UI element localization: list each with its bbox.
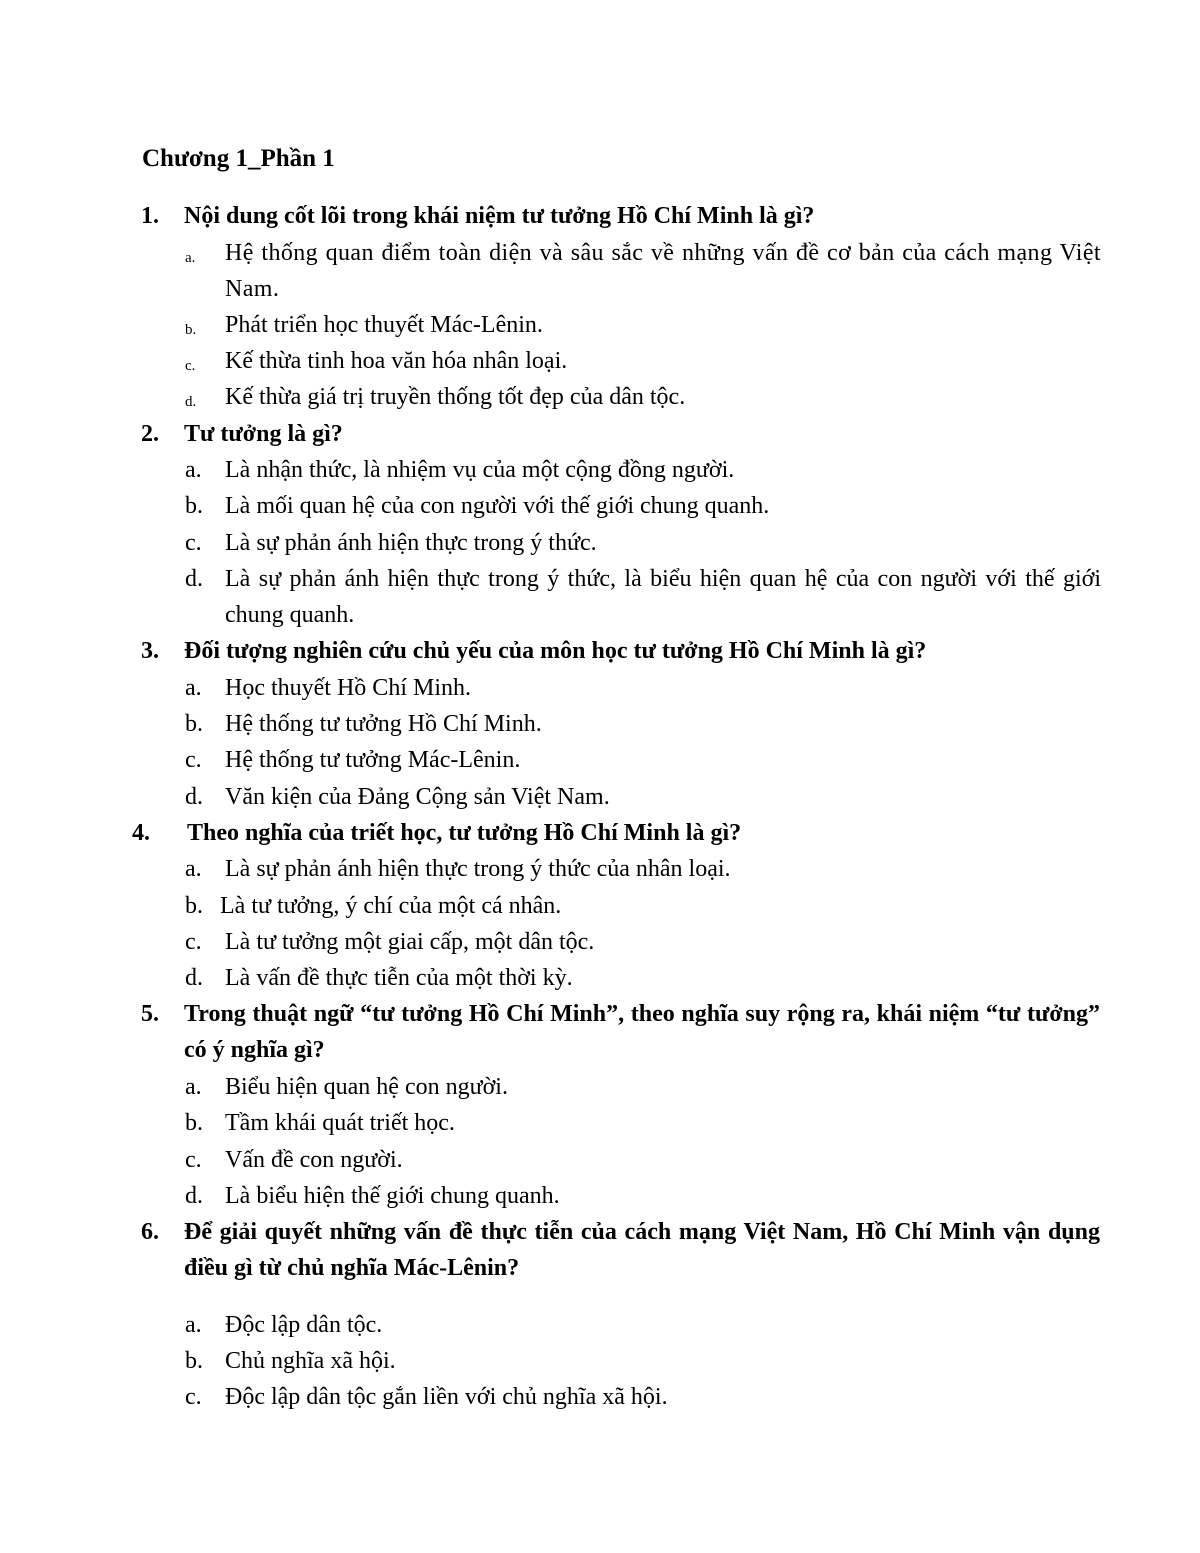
option-text: Độc lập dân tộc.	[225, 1312, 383, 1338]
option-text: Là tư tưởng, ý chí của một cá nhân.	[220, 893, 562, 919]
question-text: Để giải quyết những vấn đề thực tiễn của cách mạng Việt Nam, Hồ Chí Minh vận dụng điều gì từ chủ nghĩa Mác-Lênin?	[184, 1219, 1100, 1281]
option-text: Là vấn đề thực tiễn của một thời kỳ.	[225, 965, 573, 991]
option-text: Biểu hiện quan hệ con người.	[225, 1074, 508, 1100]
option-text: Kế thừa tinh hoa văn hóa nhân loại.	[225, 348, 568, 374]
question-number: 2.	[141, 421, 159, 447]
option-text: Là sự phản ánh hiện thực trong ý thức của nhân loại.	[225, 856, 731, 882]
option-text: Kế thừa giá trị truyền thống tốt đẹp của dân tộc.	[225, 384, 686, 410]
option-label: c.	[185, 1147, 202, 1173]
option-label: b.	[185, 711, 203, 737]
option-label: a.	[185, 457, 202, 483]
option-text: Là sự phản ánh hiện thực trong ý thức.	[225, 530, 597, 556]
option-label: b.	[185, 493, 203, 519]
option-label: b.	[185, 322, 197, 338]
option-label: b.	[185, 893, 203, 919]
option-label: a.	[185, 250, 196, 266]
option-label: c.	[185, 1384, 202, 1410]
option-label: c.	[185, 747, 202, 773]
question-text: Tư tưởng là gì?	[184, 421, 343, 447]
option-text: Học thuyết Hồ Chí Minh.	[225, 675, 471, 701]
option-label: a.	[185, 1074, 202, 1100]
option-label: b.	[185, 1348, 203, 1374]
option-text: Hệ thống tư tưởng Mác-Lênin.	[225, 747, 521, 773]
question-number: 3.	[141, 638, 159, 664]
option-text: Vấn đề con người.	[225, 1147, 403, 1173]
option-text: Phát triển học thuyết Mác-Lênin.	[225, 312, 543, 338]
question-text: Đối tượng nghiên cứu chủ yếu của môn học tư tưởng Hồ Chí Minh là gì?	[184, 638, 927, 664]
option-label: a.	[185, 675, 202, 701]
option-label: c.	[185, 530, 202, 556]
option-text: Là biểu hiện thế giới chung quanh.	[225, 1183, 560, 1209]
question-number: 5.	[141, 1001, 159, 1027]
question-text: Nội dung cốt lõi trong khái niệm tư tưởng Hồ Chí Minh là gì?	[184, 203, 815, 229]
option-text: Văn kiện của Đảng Cộng sản Việt Nam.	[225, 784, 610, 810]
option-label: a.	[185, 1312, 202, 1338]
option-label: d.	[185, 784, 203, 810]
option-text: Tầm khái quát triết học.	[225, 1110, 455, 1136]
document-title: Chương 1_Phần 1	[142, 145, 335, 172]
option-label: c.	[185, 358, 196, 374]
option-label: b.	[185, 1110, 203, 1136]
option-label: c.	[185, 929, 202, 955]
option-label: d.	[185, 1183, 203, 1209]
option-label: d.	[185, 566, 203, 592]
option-text: Hệ thống quan điểm toàn diện và sâu sắc về những vấn đề cơ bản của cách mạng Việt Nam.	[225, 240, 1101, 302]
option-text: Hệ thống tư tưởng Hồ Chí Minh.	[225, 711, 542, 737]
option-text: Chủ nghĩa xã hội.	[225, 1348, 396, 1374]
option-label: d.	[185, 965, 203, 991]
option-text: Độc lập dân tộc gắn liền với chủ nghĩa xã hội.	[225, 1384, 668, 1410]
option-label: a.	[185, 856, 202, 882]
option-text: Là nhận thức, là nhiệm vụ của một cộng đồng người.	[225, 457, 735, 483]
option-label: d.	[185, 394, 197, 410]
question-text: Theo nghĩa của triết học, tư tưởng Hồ Chí Minh là gì?	[187, 820, 742, 846]
question-number: 4.	[132, 820, 150, 846]
option-text: Là sự phản ánh hiện thực trong ý thức, là biểu hiện quan hệ của con người với thế giới chung quanh.	[225, 566, 1101, 628]
option-text: Là tư tưởng một giai cấp, một dân tộc.	[225, 929, 595, 955]
question-text: Trong thuật ngữ “tư tưởng Hồ Chí Minh”, theo nghĩa suy rộng ra, khái niệm “tư tưởng” có ý nghĩa gì?	[184, 1001, 1100, 1063]
option-text: Là mối quan hệ của con người với thế giới chung quanh.	[225, 493, 770, 519]
question-number: 6.	[141, 1219, 159, 1245]
question-number: 1.	[141, 203, 159, 229]
